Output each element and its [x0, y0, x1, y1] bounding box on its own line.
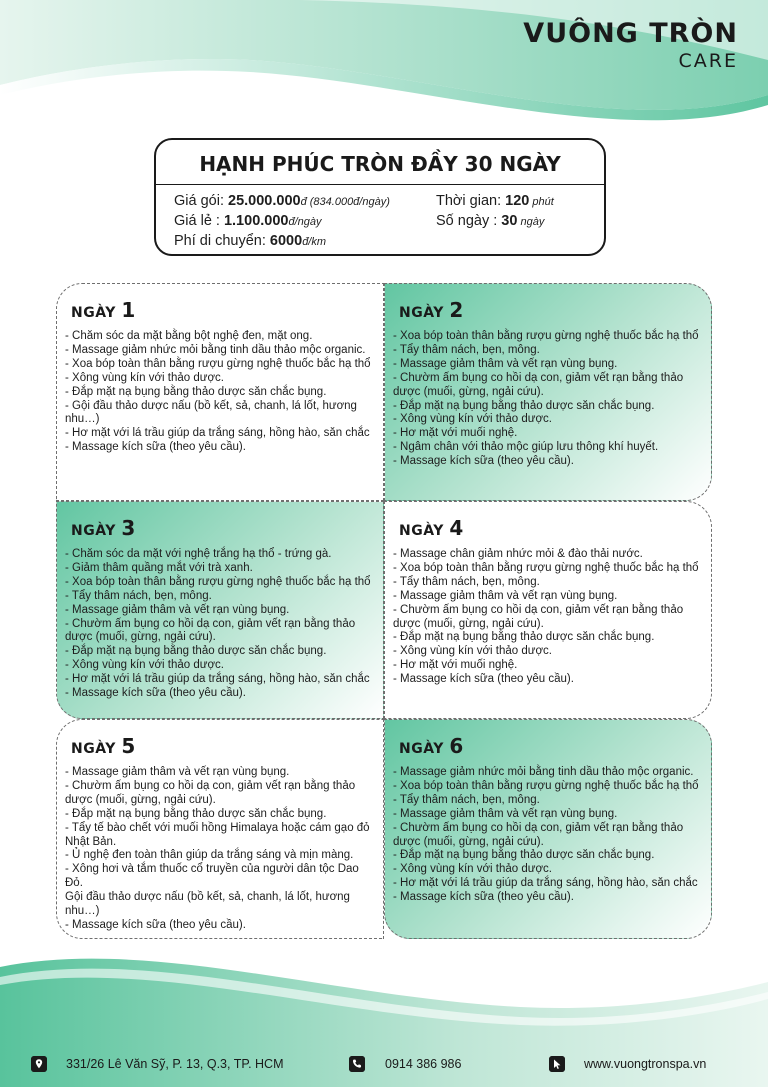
- list-item: - Xông vùng kín với thảo dược.: [393, 645, 552, 658]
- footer-phone-link[interactable]: 0914 386 986: [385, 1057, 462, 1071]
- day-card-5: [56, 719, 384, 939]
- list-item: - Massage kích sữa (theo yêu cầu).: [393, 455, 574, 468]
- list-item: - Hơ mặt với lá trầu giúp da trắng sáng, hồng hào, săn chắc: [65, 673, 370, 686]
- list-item: - Chăm sóc da mặt với nghệ trắng hạ thổ - trứng gà.: [65, 548, 332, 560]
- day-title: [399, 516, 463, 540]
- list-item: - Hơ mặt với lá trầu giúp da trắng sáng, hồng hào, săn chắc: [65, 427, 370, 440]
- single-price-label: Giá lẻ :: [174, 213, 224, 229]
- brand-logo: [523, 18, 738, 72]
- day-card-4: [384, 501, 712, 719]
- list-item: - Giảm thâm quầng mắt với trà xanh.: [65, 561, 253, 574]
- day-number: 4: [449, 516, 464, 540]
- list-item: - Tẩy tế bào chết với muối hồng Himalaya hoặc cám gạo đỏ Nhật Bản.: [65, 821, 370, 848]
- list-item: - Gội đầu thảo dược nấu (bồ kết, sả, chanh, lá lốt, hương nhu…): [65, 399, 357, 426]
- package-price-unit: đ: [300, 196, 307, 208]
- list-item: - Xoa bóp toàn thân bằng rượu gừng nghệ thuốc bắc hạ thổ: [65, 357, 371, 370]
- day-number: 1: [121, 298, 136, 322]
- package-duration: [436, 192, 554, 232]
- list-item: - Chườm ấm bụng co hồi dạ con, giảm vết rạn bằng thảo dược (muối, gừng, ngải cứu).: [65, 779, 356, 806]
- list-item: - Massage kích sữa (theo yêu cầu).: [393, 673, 574, 686]
- day-label: NGÀY: [399, 305, 444, 321]
- package-summary-box: [154, 138, 606, 256]
- day-label: NGÀY: [71, 523, 116, 539]
- location-pin-icon: [31, 1056, 47, 1072]
- list-item: - Xoa bóp toàn thân bằng rượu gừng nghệ thuốc bắc hạ thổ: [65, 575, 371, 588]
- day-number: 5: [121, 734, 136, 758]
- list-item: - Chườm ấm bụng co hồi dạ con, giảm vết rạn bằng thảo dược (muối, gừng, ngải cứu).: [393, 603, 684, 630]
- list-item: - Xông vùng kín với thảo dược.: [65, 659, 224, 672]
- list-item: - Massage giảm nhức mỏi bằng tinh dầu thảo mộc organic.: [393, 766, 694, 778]
- travel-fee-unit: đ/km: [302, 236, 327, 248]
- list-item: - Hơ mặt với muối nghệ.: [393, 659, 518, 672]
- day-title: [71, 734, 135, 758]
- day-label: NGÀY: [71, 741, 116, 757]
- day-count-unit: ngày: [517, 216, 545, 228]
- list-item: Gội đầu thảo dược nấu (bồ kết, sả, chanh, lá lốt, hương nhu…): [65, 891, 350, 918]
- list-item: - Đắp mặt nạ bụng bằng thảo dược săn chắc bụng.: [393, 631, 655, 644]
- package-pricing: [174, 192, 390, 252]
- list-item: - Massage giảm thâm và vết rạn vùng bụng.: [393, 589, 618, 602]
- list-item: - Massage giảm thâm và vết rạn vùng bụng.: [65, 766, 290, 778]
- day-service-list: [393, 330, 707, 469]
- list-item: - Massage giảm thâm và vết rạn vùng bụng.: [65, 603, 290, 616]
- list-item: - Đắp mặt nạ bụng bằng thảo dược săn chắc bụng.: [65, 645, 327, 658]
- day-card-3: [56, 501, 384, 719]
- footer-address: 331/26 Lê Văn Sỹ, P. 13, Q.3, TP. HCM: [66, 1057, 284, 1071]
- day-title: [399, 298, 463, 322]
- list-item: - Hơ mặt với muối nghệ.: [393, 427, 518, 440]
- footer-website-link[interactable]: www.vuongtronspa.vn: [584, 1057, 707, 1071]
- single-price-row: [174, 212, 390, 232]
- footer-contact-bar: [0, 1052, 768, 1078]
- day-count-row: [436, 212, 554, 232]
- session-time-value: 120: [505, 193, 530, 209]
- day-label: NGÀY: [399, 523, 444, 539]
- brand-name: VUÔNG TRÒN: [523, 18, 738, 49]
- session-time-unit: phút: [529, 196, 554, 208]
- day-number: 6: [449, 734, 464, 758]
- list-item: - Massage kích sữa (theo yêu cầu).: [65, 918, 246, 931]
- list-item: - Massage giảm thâm và vết rạn vùng bụng.: [393, 807, 618, 820]
- day-service-list: [65, 330, 379, 455]
- single-price-unit: đ/ngày: [288, 216, 322, 228]
- list-item: - Ngâm chân với thảo mộc giúp lưu thông khí huyết.: [393, 441, 659, 454]
- day-label: NGÀY: [71, 305, 116, 321]
- list-item: - Đắp mặt nạ bụng bằng thảo dược săn chắc bụng.: [65, 385, 327, 398]
- list-item: - Xông vùng kín với thảo dược.: [393, 863, 552, 876]
- list-item: - Tẩy thâm nách, bẹn, mông.: [65, 589, 212, 602]
- list-item: - Hơ mặt với lá trầu giúp da trắng sáng, hồng hào, săn chắc: [393, 877, 698, 890]
- list-item: - Tẩy thâm nách, bẹn, mông.: [393, 793, 540, 806]
- cursor-icon: [549, 1056, 565, 1072]
- list-item: - Xoa bóp toàn thân bằng rượu gừng nghệ thuốc bắc hạ thổ: [393, 561, 699, 574]
- travel-fee-row: [174, 232, 390, 252]
- day-card-1: [56, 283, 384, 501]
- phone-icon: [349, 1056, 365, 1072]
- list-item: - Xông vùng kín với thảo dược.: [393, 413, 552, 426]
- day-title: [399, 734, 463, 758]
- list-item: - Massage giảm nhức mỏi bằng tinh dầu thảo mộc organic.: [65, 343, 366, 356]
- travel-fee-label: Phí di chuyển:: [174, 233, 270, 249]
- day-number: 2: [449, 298, 464, 322]
- package-price-value: 25.000.000: [228, 193, 301, 209]
- day-service-list: [65, 766, 379, 933]
- list-item: - Massage kích sữa (theo yêu cầu).: [65, 687, 246, 700]
- travel-fee-value: 6000: [269, 233, 303, 249]
- session-time-label: Thời gian:: [436, 193, 506, 209]
- list-item: - Ủ nghệ đen toàn thân giúp da trắng sáng và mịn màng.: [65, 849, 354, 862]
- list-item: - Chăm sóc da mặt bằng bột nghệ đen, mặt ong.: [65, 330, 313, 342]
- day-card-2: [384, 283, 712, 501]
- list-item: - Xoa bóp toàn thân bằng rượu gừng nghệ thuốc bắc hạ thổ: [393, 779, 699, 792]
- package-price-label: Giá gói:: [174, 193, 228, 209]
- list-item: - Đắp mặt nạ bụng bằng thảo dược săn chắc bụng.: [393, 399, 655, 412]
- day-service-list: [393, 766, 707, 905]
- list-item: - Đắp mặt nạ bụng bằng thảo dược săn chắc bụng.: [393, 849, 655, 862]
- day-label: NGÀY: [399, 741, 444, 757]
- list-item: - Chườm ấm bụng co hồi dạ con, giảm vết rạn bằng thảo dược (muối, gừng, ngải cứu).: [393, 821, 684, 848]
- day-count-value: 30: [501, 213, 518, 229]
- day-service-list: [65, 548, 379, 701]
- list-item: - Massage kích sữa (theo yêu cầu).: [393, 891, 574, 904]
- list-item: - Xông vùng kín với thảo dược.: [65, 371, 224, 384]
- package-divider: [156, 184, 604, 185]
- session-time-row: [436, 192, 554, 212]
- list-item: - Chườm ấm bụng co hồi dạ con, giảm vết rạn bằng thảo dược (muối, gừng, ngải cứu).: [65, 617, 356, 644]
- list-item: - Massage giảm thâm và vết rạn vùng bụng.: [393, 357, 618, 370]
- list-item: - Chườm ấm bụng co hồi dạ con, giảm vết rạn bằng thảo dược (muối, gừng, ngải cứu).: [393, 371, 684, 398]
- list-item: - Massage chân giảm nhức mỏi & đào thải nước.: [393, 548, 643, 560]
- list-item: - Tẩy thâm nách, bẹn, mông.: [393, 343, 540, 356]
- list-item: - Đắp mặt nạ bụng bằng thảo dược săn chắc bụng.: [65, 807, 327, 820]
- single-price-value: 1.100.000: [223, 213, 289, 229]
- day-count-label: Số ngày :: [436, 213, 502, 229]
- list-item: - Massage kích sữa (theo yêu cầu).: [65, 441, 246, 454]
- package-price-note: (834.000đ/ngày): [306, 196, 390, 208]
- day-title: [71, 516, 135, 540]
- brand-subtitle: CARE: [678, 50, 738, 72]
- day-service-list: [393, 548, 707, 687]
- list-item: - Xông hơi và tắm thuốc cổ truyền của người dân tộc Dao Đỏ.: [65, 863, 359, 890]
- day-title: [71, 298, 135, 322]
- day-card-6: [384, 719, 712, 939]
- list-item: - Tẩy thâm nách, bẹn, mông.: [393, 575, 540, 588]
- day-number: 3: [121, 516, 136, 540]
- package-price-row: [174, 192, 390, 212]
- package-title: HẠNH PHÚC TRÒN ĐẦY 30 NGÀY: [199, 152, 561, 176]
- list-item: - Xoa bóp toàn thân bằng rượu gừng nghệ thuốc bắc hạ thổ: [393, 330, 699, 342]
